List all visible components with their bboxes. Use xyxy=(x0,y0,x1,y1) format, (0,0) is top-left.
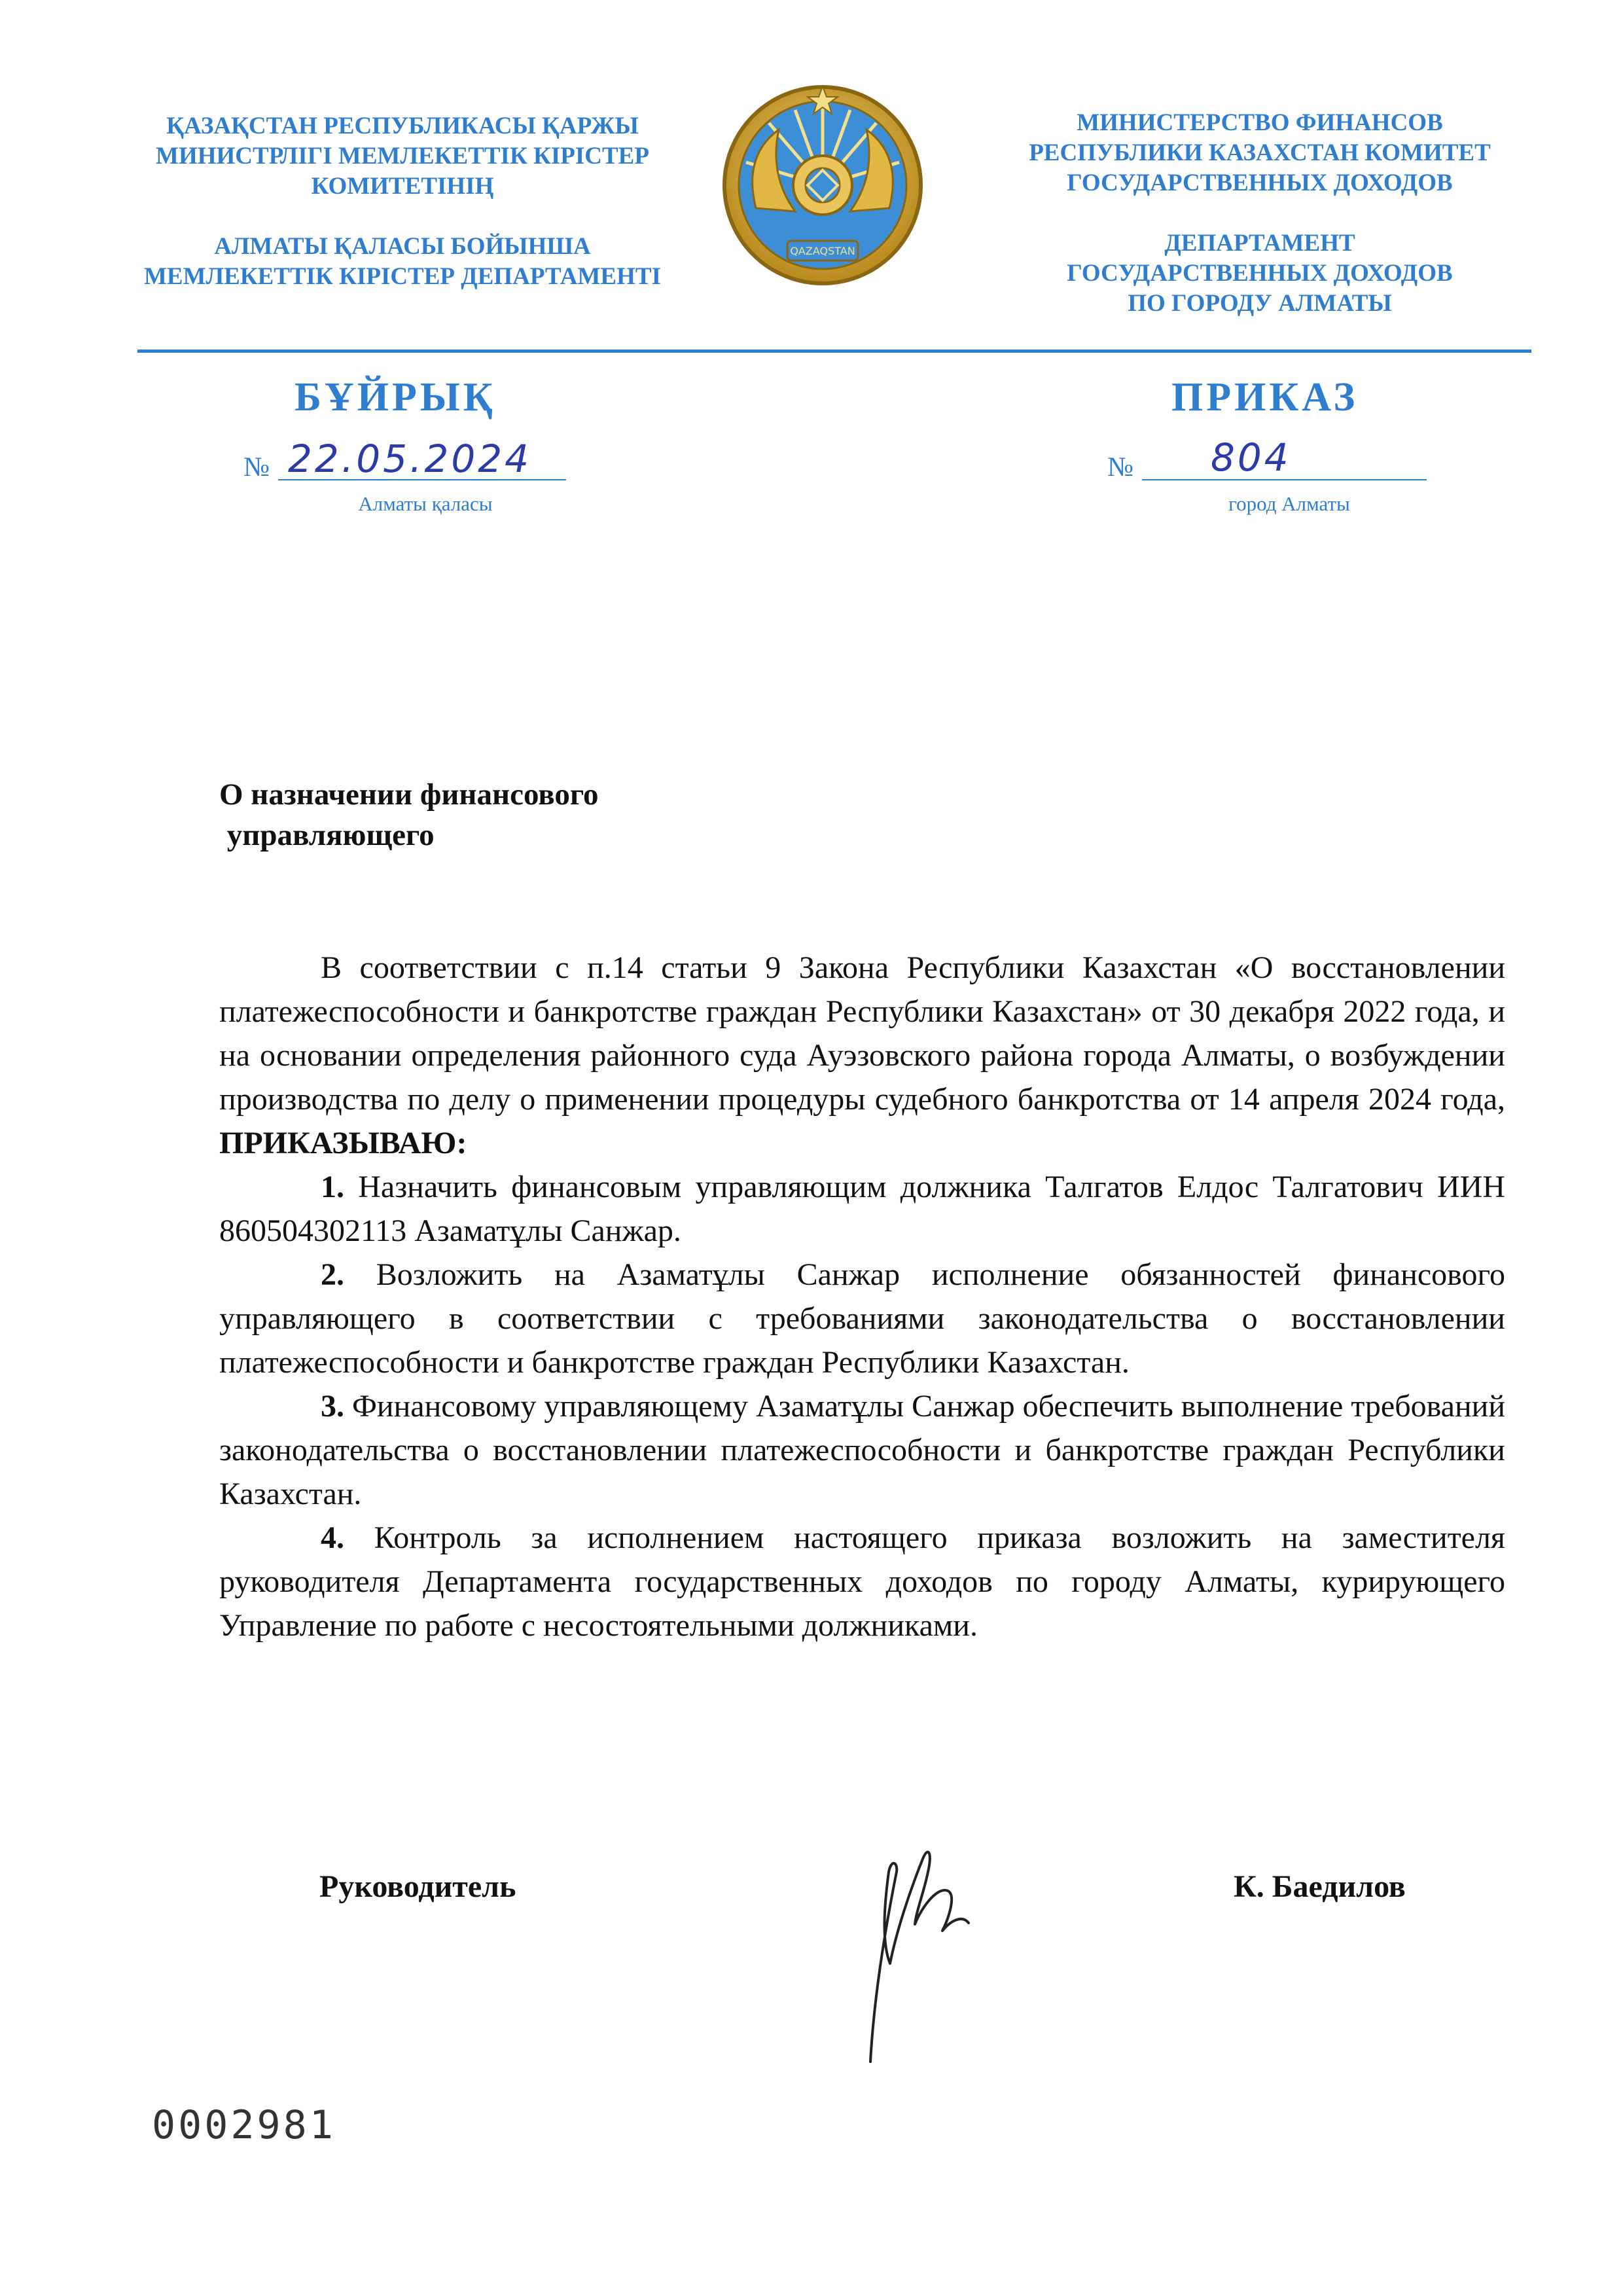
emblem-text: QAZAQSTAN xyxy=(790,245,855,257)
header-right-line2: РЕСПУБЛИКИ КАЗАХСТАН КОМИТЕТ xyxy=(1029,139,1491,166)
header-divider xyxy=(137,350,1531,353)
header-left-line1: ҚАЗАҚСТАН РЕСПУБЛИКАСЫ ҚАРЖЫ xyxy=(166,113,639,139)
city-ru: город Алматы xyxy=(1228,492,1350,515)
order-item-text: Возложить на Азаматұлы Санжар исполнение обязанностей финансового управляющего в соответствии с требованиями законодательства о восстановлении платежеспособности и банкротстве граждан Республики Казахстан. xyxy=(219,1257,1506,1380)
handwritten-number: 804 xyxy=(1211,435,1291,480)
order-item xyxy=(219,1165,1505,1253)
order-item-text: Назначить финансовым управляющим должника Талгатов Елдос Талгатович ИИН 860504302113 Азаматұлы Санжар. xyxy=(219,1170,1506,1248)
header-left-line5: МЕМЛЕКЕТТІК КІРІСТЕР ДЕПАРТАМЕНТІ xyxy=(144,263,661,290)
header-right-line6: ПО ГОРОДУ АЛМАТЫ xyxy=(1128,290,1392,317)
order-item-number: 1. xyxy=(321,1170,344,1204)
header-left-line2: МИНИСТРЛІГІ МЕМЛЕКЕТТІК КІРІСТЕР xyxy=(156,143,649,170)
preamble-paragraph xyxy=(219,946,1505,1165)
order-subject xyxy=(219,774,599,855)
header-right-line3: ГОСУДАРСТВЕННЫХ ДОХОДОВ xyxy=(1067,170,1453,196)
signatory-name: К. Баедилов xyxy=(1234,1869,1406,1904)
order-item-number: 2. xyxy=(321,1257,344,1292)
number-label-ru: № xyxy=(1107,452,1134,482)
header-right-ru xyxy=(1018,108,1502,319)
header-right-line1: МИНИСТЕРСТВО ФИНАНСОВ xyxy=(1077,109,1443,136)
state-emblem xyxy=(717,77,929,290)
order-item-number: 4. xyxy=(321,1520,344,1555)
handwritten-signature xyxy=(851,1833,995,2068)
document-serial-number: 0002981 xyxy=(152,2102,336,2148)
order-word: ПРИКАЗЫВАЮ: xyxy=(219,1126,467,1160)
signatory-position: Руководитель xyxy=(319,1869,516,1904)
header-left-line4: АЛМАТЫ ҚАЛАСЫ БОЙЫНША xyxy=(214,233,591,260)
subject-line1: О назначении финансового xyxy=(219,778,599,812)
order-item-text: Контроль за исполнением настоящего приказа возложить на заместителя руководителя Департамента государственных доходов по городу Алматы, курирующего Управление по работе с несостоятельными должниками. xyxy=(219,1520,1506,1643)
preamble-text: В соответствии с п.14 статьи 9 Закона Республики Казахстан «О восстановлении платежеспособности и банкротстве граждан Республики Казахстан» от 30 декабря 2022 года, и на основании определения районного суда Ауэзовского района города Алматы, о возбуждении производства по делу о применении процедуры судебного банкротства от 14 апреля 2024 года, xyxy=(219,950,1505,1117)
order-item-number: 3. xyxy=(321,1389,344,1424)
handwritten-date: 22.05.2024 xyxy=(288,437,532,481)
order-body xyxy=(219,946,1505,1647)
order-item xyxy=(219,1253,1505,1384)
subject-line2: управляющего xyxy=(219,818,435,852)
city-kz: Алматы қаласы xyxy=(358,492,493,515)
order-item xyxy=(219,1516,1505,1647)
header-right-line5: ГОСУДАРСТВЕННЫХ ДОХОДОВ xyxy=(1067,260,1453,287)
order-title-ru: ПРИКАЗ xyxy=(1171,375,1359,420)
order-title-kz: БҰЙРЫҚ xyxy=(294,375,496,420)
order-item-text: Финансовому управляющему Азаматұлы Санжар обеспечить выполнение требований законодательства о восстановлении платежеспособности и банкротстве граждан Республики Казахстан. xyxy=(219,1389,1506,1511)
number-label-kz: № xyxy=(243,452,270,482)
header-right-line4: ДЕПАРТАМЕНТ xyxy=(1164,230,1355,257)
header-left-kz xyxy=(128,111,677,292)
header-left-line3: КОМИТЕТІНІҢ xyxy=(311,173,494,200)
order-item xyxy=(219,1384,1505,1516)
